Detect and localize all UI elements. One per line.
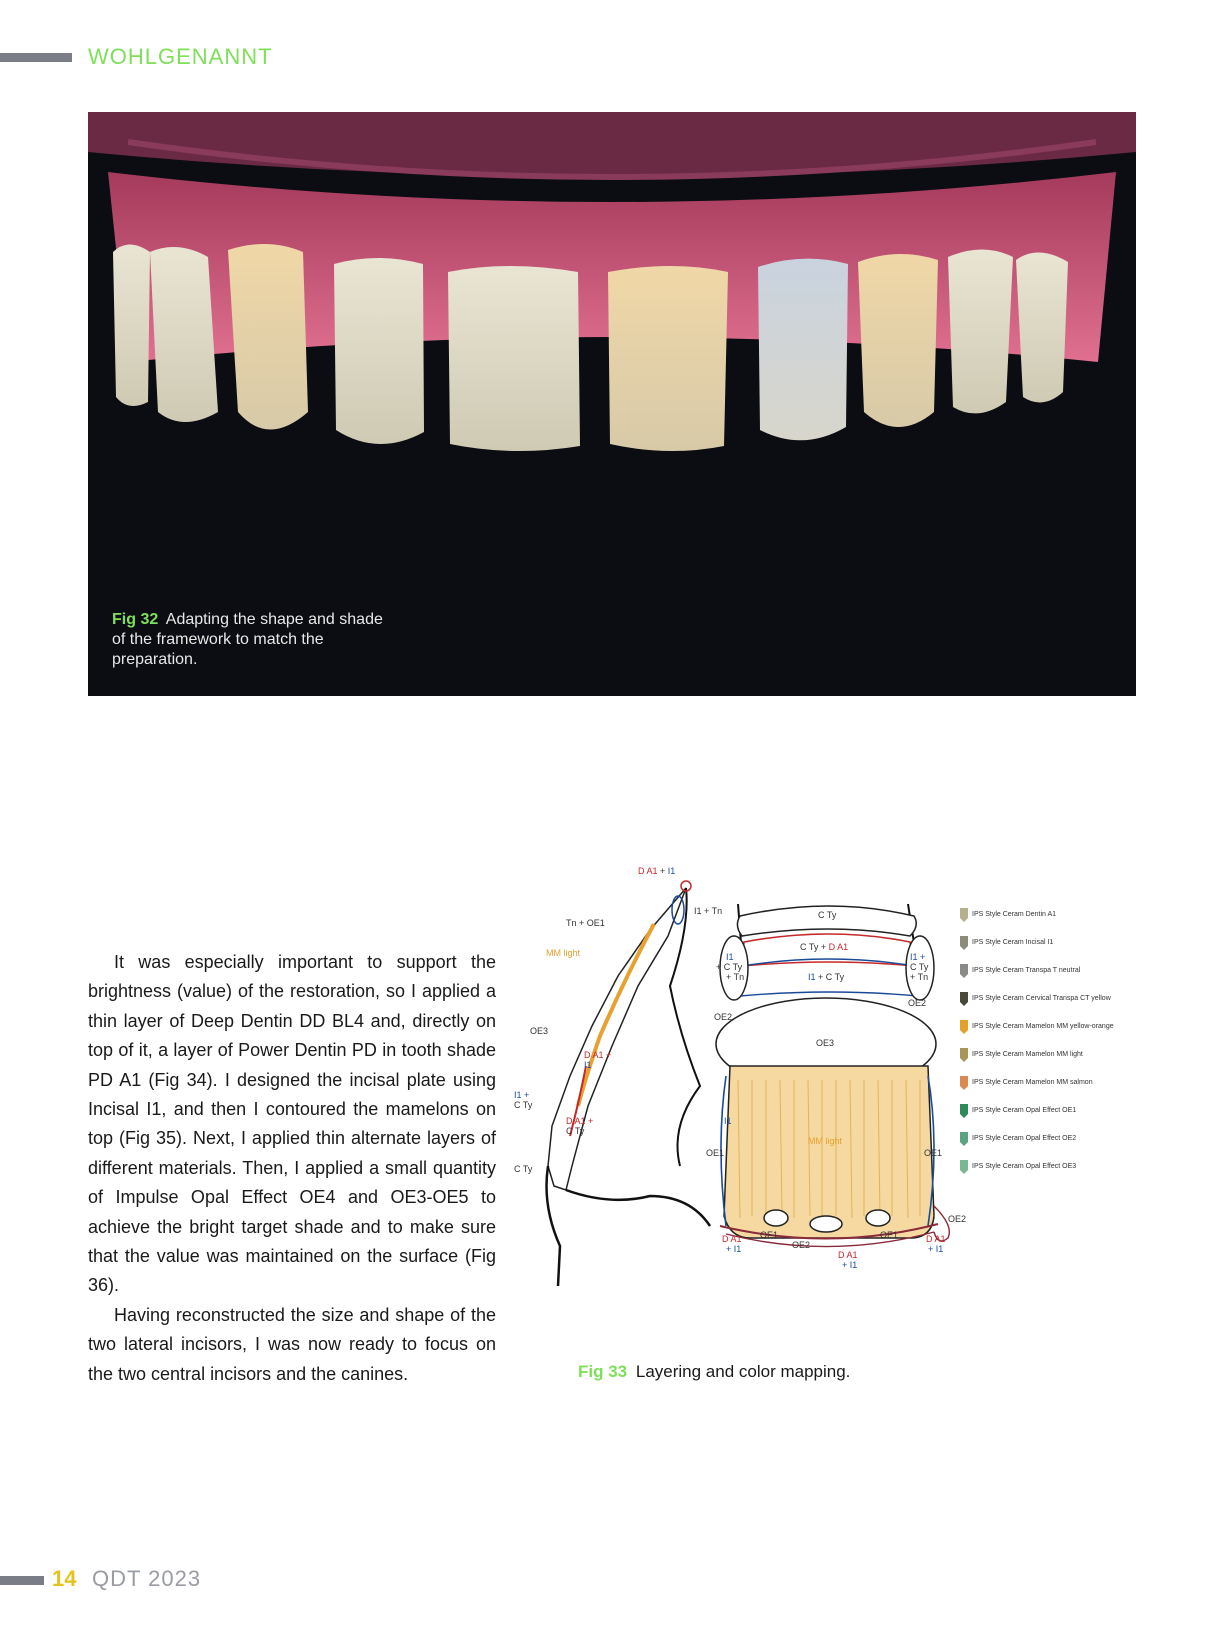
legend-label: IPS Style Ceram Opal Effect OE2 <box>972 1135 1077 1142</box>
figure-33-caption <box>578 1362 850 1382</box>
label-da1-br: D A1 <box>926 1234 946 1244</box>
label-da1-plus-1: D A1 + <box>584 1050 612 1060</box>
label-i1-right: I1 + <box>910 952 926 962</box>
label-tn-left: + Tn <box>726 972 745 982</box>
figure-32-label: Fig 32 <box>112 611 159 628</box>
footer-bar <box>0 1576 44 1585</box>
label-i1-side: I1 <box>724 1116 732 1126</box>
journal-name: QDT 2023 <box>92 1566 202 1591</box>
label-da1-plus-2: D A1 + <box>566 1116 594 1126</box>
legend-swatch <box>960 908 968 922</box>
label-i1-plus: I1 + <box>514 1090 530 1100</box>
legend-label: IPS Style Ceram Mamelon MM yellow-orange <box>972 1023 1114 1030</box>
label-i1-left: I1 <box>726 952 734 962</box>
label-mm-light-profile: MM light <box>546 948 581 958</box>
label-c-ty-top: C Ty <box>818 910 837 920</box>
figure-32-caption-text: Adapting the shape and shade of the framework to match the preparation. <box>112 611 383 668</box>
label-tn-oe1: Tn + OE1 <box>566 918 605 928</box>
legend-swatch <box>960 1160 968 1174</box>
page-number: 14 <box>52 1566 77 1591</box>
legend-swatch <box>960 964 968 978</box>
label-oe2-bottom-right: OE2 <box>948 1214 967 1224</box>
label-i1-bl: + I1 <box>726 1244 742 1254</box>
profile-tooth <box>547 881 711 1286</box>
label-i1-1: I1 <box>584 1060 592 1070</box>
figure-32-photo <box>88 112 1136 696</box>
label-oe2-bottom: OE2 <box>792 1240 811 1250</box>
legend-swatch <box>960 1020 968 1034</box>
legend-label: IPS Style Ceram Incisal I1 <box>972 939 1054 946</box>
legend-swatch <box>960 1104 968 1118</box>
label-c-ty-left: + C Ty <box>716 962 743 972</box>
label-c-ty-3: C Ty <box>514 1164 533 1174</box>
legend-label: IPS Style Ceram Opal Effect OE3 <box>972 1163 1077 1170</box>
figure-32-caption <box>112 610 392 670</box>
label-oe2-right: OE2 <box>908 998 927 1008</box>
legend-swatch <box>960 936 968 950</box>
label-da1-bl: D A1 <box>722 1234 742 1244</box>
label-c-ty-2: C Ty <box>566 1126 585 1136</box>
legend-swatch <box>960 992 968 1006</box>
label-oe1-bottom-right: OE1 <box>880 1230 899 1240</box>
label-oe2-left: OE2 <box>714 1012 733 1022</box>
legend-label: IPS Style Ceram Opal Effect OE1 <box>972 1107 1077 1114</box>
legend-label: IPS Style Ceram Dentin A1 <box>972 911 1057 918</box>
label-oe1-bottom-left: OE1 <box>760 1230 779 1240</box>
layering-diagram <box>514 866 1150 1346</box>
body-paragraph-1: It was especially important to support the brightness (value) of the restoration, so I applied a thin layer of Deep Dentin DD BL4 and, directly on top of it, a layer of Power Dentin PD in tooth shade PD A1 (Fig 34). I designed the incisal plate using Incisal I1, and then I contoured the mamelons on top (Fig 35). Next, I applied thin alternate layers of different materials. Then, I applied a small quantity of Impulse Opal Effect OE4 and OE3-OE5 to achieve the bright target shade and to make sure that the value was maintained on the surface (Fig 36). <box>88 952 496 1296</box>
legend-swatch <box>960 1076 968 1090</box>
teeth-photo-illustration <box>88 112 1136 696</box>
label-da1-i1: D A1 + I1 <box>638 866 676 876</box>
label-c-ty-right: C Ty <box>910 962 929 972</box>
label-i1-br: + I1 <box>928 1244 944 1254</box>
legend-swatch <box>960 1132 968 1146</box>
label-i1-tn: I1 + Tn <box>694 906 723 916</box>
label-oe3-frontal: OE3 <box>816 1038 835 1048</box>
body-text <box>88 948 496 1389</box>
label-mm-light-frontal: MM light <box>808 1136 843 1146</box>
legend-label: IPS Style Ceram Cervical Transpa CT yellow <box>972 995 1111 1002</box>
label-c-ty-1: C Ty <box>514 1100 533 1110</box>
figure-33-diagram <box>514 866 1150 1346</box>
label-i1-bottom: + I1 <box>842 1260 858 1270</box>
label-c-ty-da1: C Ty + D A1 <box>800 942 849 952</box>
label-oe3-profile: OE3 <box>530 1026 549 1036</box>
figure-33-label: Fig 33 <box>578 1362 628 1381</box>
legend-swatch <box>960 1048 968 1062</box>
running-header: WOHLGENANNT <box>88 44 273 69</box>
label-oe1-left: OE1 <box>706 1148 725 1158</box>
legend-label: IPS Style Ceram Transpa T neutral <box>972 967 1081 974</box>
header-bar <box>0 53 72 62</box>
legend-label: IPS Style Ceram Mamelon MM salmon <box>972 1079 1093 1086</box>
label-tn-right: + Tn <box>910 972 929 982</box>
body-paragraph-2: Having reconstructed the size and shape of the two lateral incisors, I was now ready to focus on the two central incisors and the canines. <box>88 1304 496 1384</box>
label-i1-c-ty: I1 + C Ty <box>808 972 845 982</box>
label-da1-bottom: D A1 <box>838 1250 858 1260</box>
legend-label: IPS Style Ceram Mamelon MM light <box>972 1051 1083 1058</box>
shade-legend <box>960 908 1114 1174</box>
label-oe1-right: OE1 <box>924 1148 943 1158</box>
figure-33-caption-text: Layering and color mapping. <box>635 1362 851 1381</box>
